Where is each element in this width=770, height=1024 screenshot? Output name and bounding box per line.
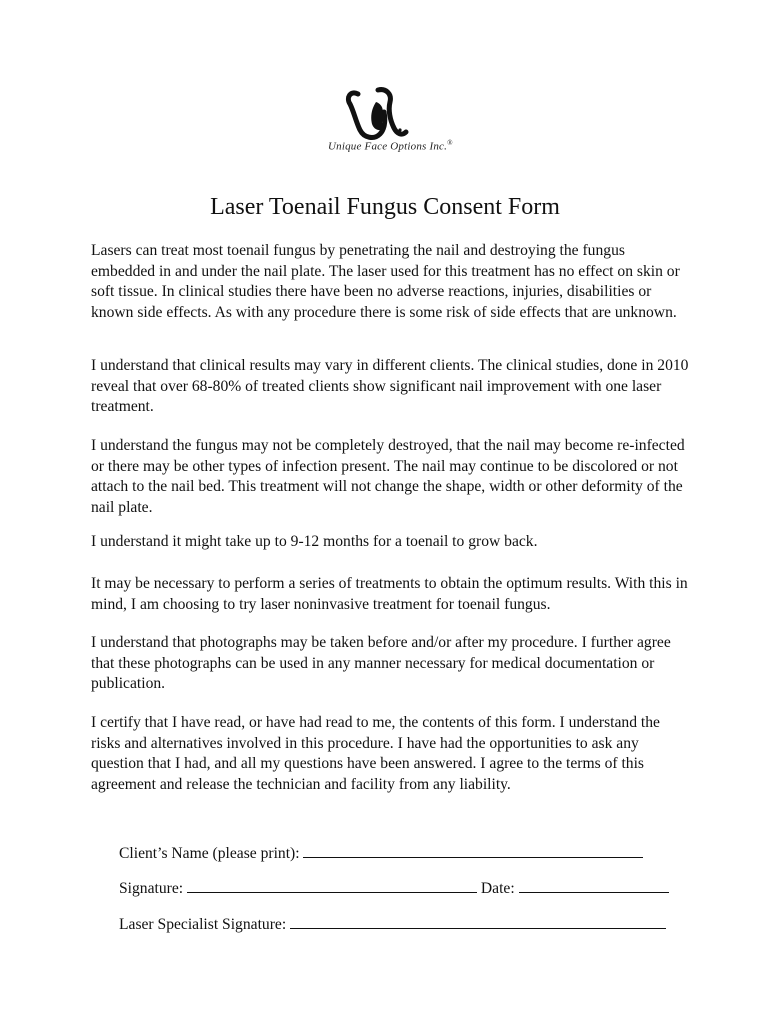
specialist-signature-row: [119, 914, 666, 934]
paragraph-certification: I certify that I have read, or have had read to me, the contents of this form. I understand the risks and alternatives involved in this procedure. I have had the opportunities to ask any question that I had, and all my questions have been answered. I agree to the terms of this agreement and release the technician and facility from any liability.: [91, 714, 660, 793]
paragraph-clinical-results: I understand that clinical results may vary in different clients. The clinical studies, done in 2010 reveal that over 68-80% of treated clients show significant nail improvement with one laser treatment.: [91, 357, 689, 415]
unique-face-options-logo-icon: [320, 82, 460, 146]
date-field[interactable]: [519, 878, 669, 893]
signature-row: [119, 878, 669, 898]
client-name-field[interactable]: [303, 843, 643, 858]
paragraph-fungus-reinfection: I understand the fungus may not be completely destroyed, that the nail may become re-infected or there may be other types of infection present. The nail may continue to be discolored or not attach to the nail bed. This treatment will not change the shape, width or other deformity of the nail plate.: [91, 437, 685, 516]
client-name-label: Client’s Name (please print):: [119, 845, 300, 862]
signature-label: Signature:: [119, 880, 184, 897]
company-name: Unique Face Options Inc.®: [328, 139, 453, 153]
signature-field[interactable]: [187, 878, 477, 893]
form-title: Laser Toenail Fungus Consent Form: [210, 194, 560, 220]
paragraph-photographs: I understand that photographs may be taken before and/or after my procedure. I further agree that these photographs can be used in any manner necessary for medical documentation or publication.: [91, 634, 671, 692]
specialist-signature-label: Laser Specialist Signature:: [119, 916, 287, 933]
paragraph-series-treatments: It may be necessary to perform a series of treatments to obtain the optimum results. With this in mind, I am choosing to try laser noninvasive treatment for toenail fungus.: [91, 575, 688, 613]
date-label: Date:: [480, 880, 515, 897]
paragraph-regrowth-time: I understand it might take up to 9-12 months for a toenail to grow back.: [91, 533, 538, 550]
paragraph-laser-intro: Lasers can treat most toenail fungus by penetrating the nail and destroying the fungus embedded in and under the nail plate. The laser used for this treatment has no effect on skin or soft tissue. In clinical studies there have been no adverse reactions, injuries, disabilities or known side effects. As with any procedure there is some risk of side effects that are unknown.: [91, 242, 680, 321]
client-name-row: [119, 843, 643, 863]
specialist-signature-field[interactable]: [290, 914, 666, 929]
